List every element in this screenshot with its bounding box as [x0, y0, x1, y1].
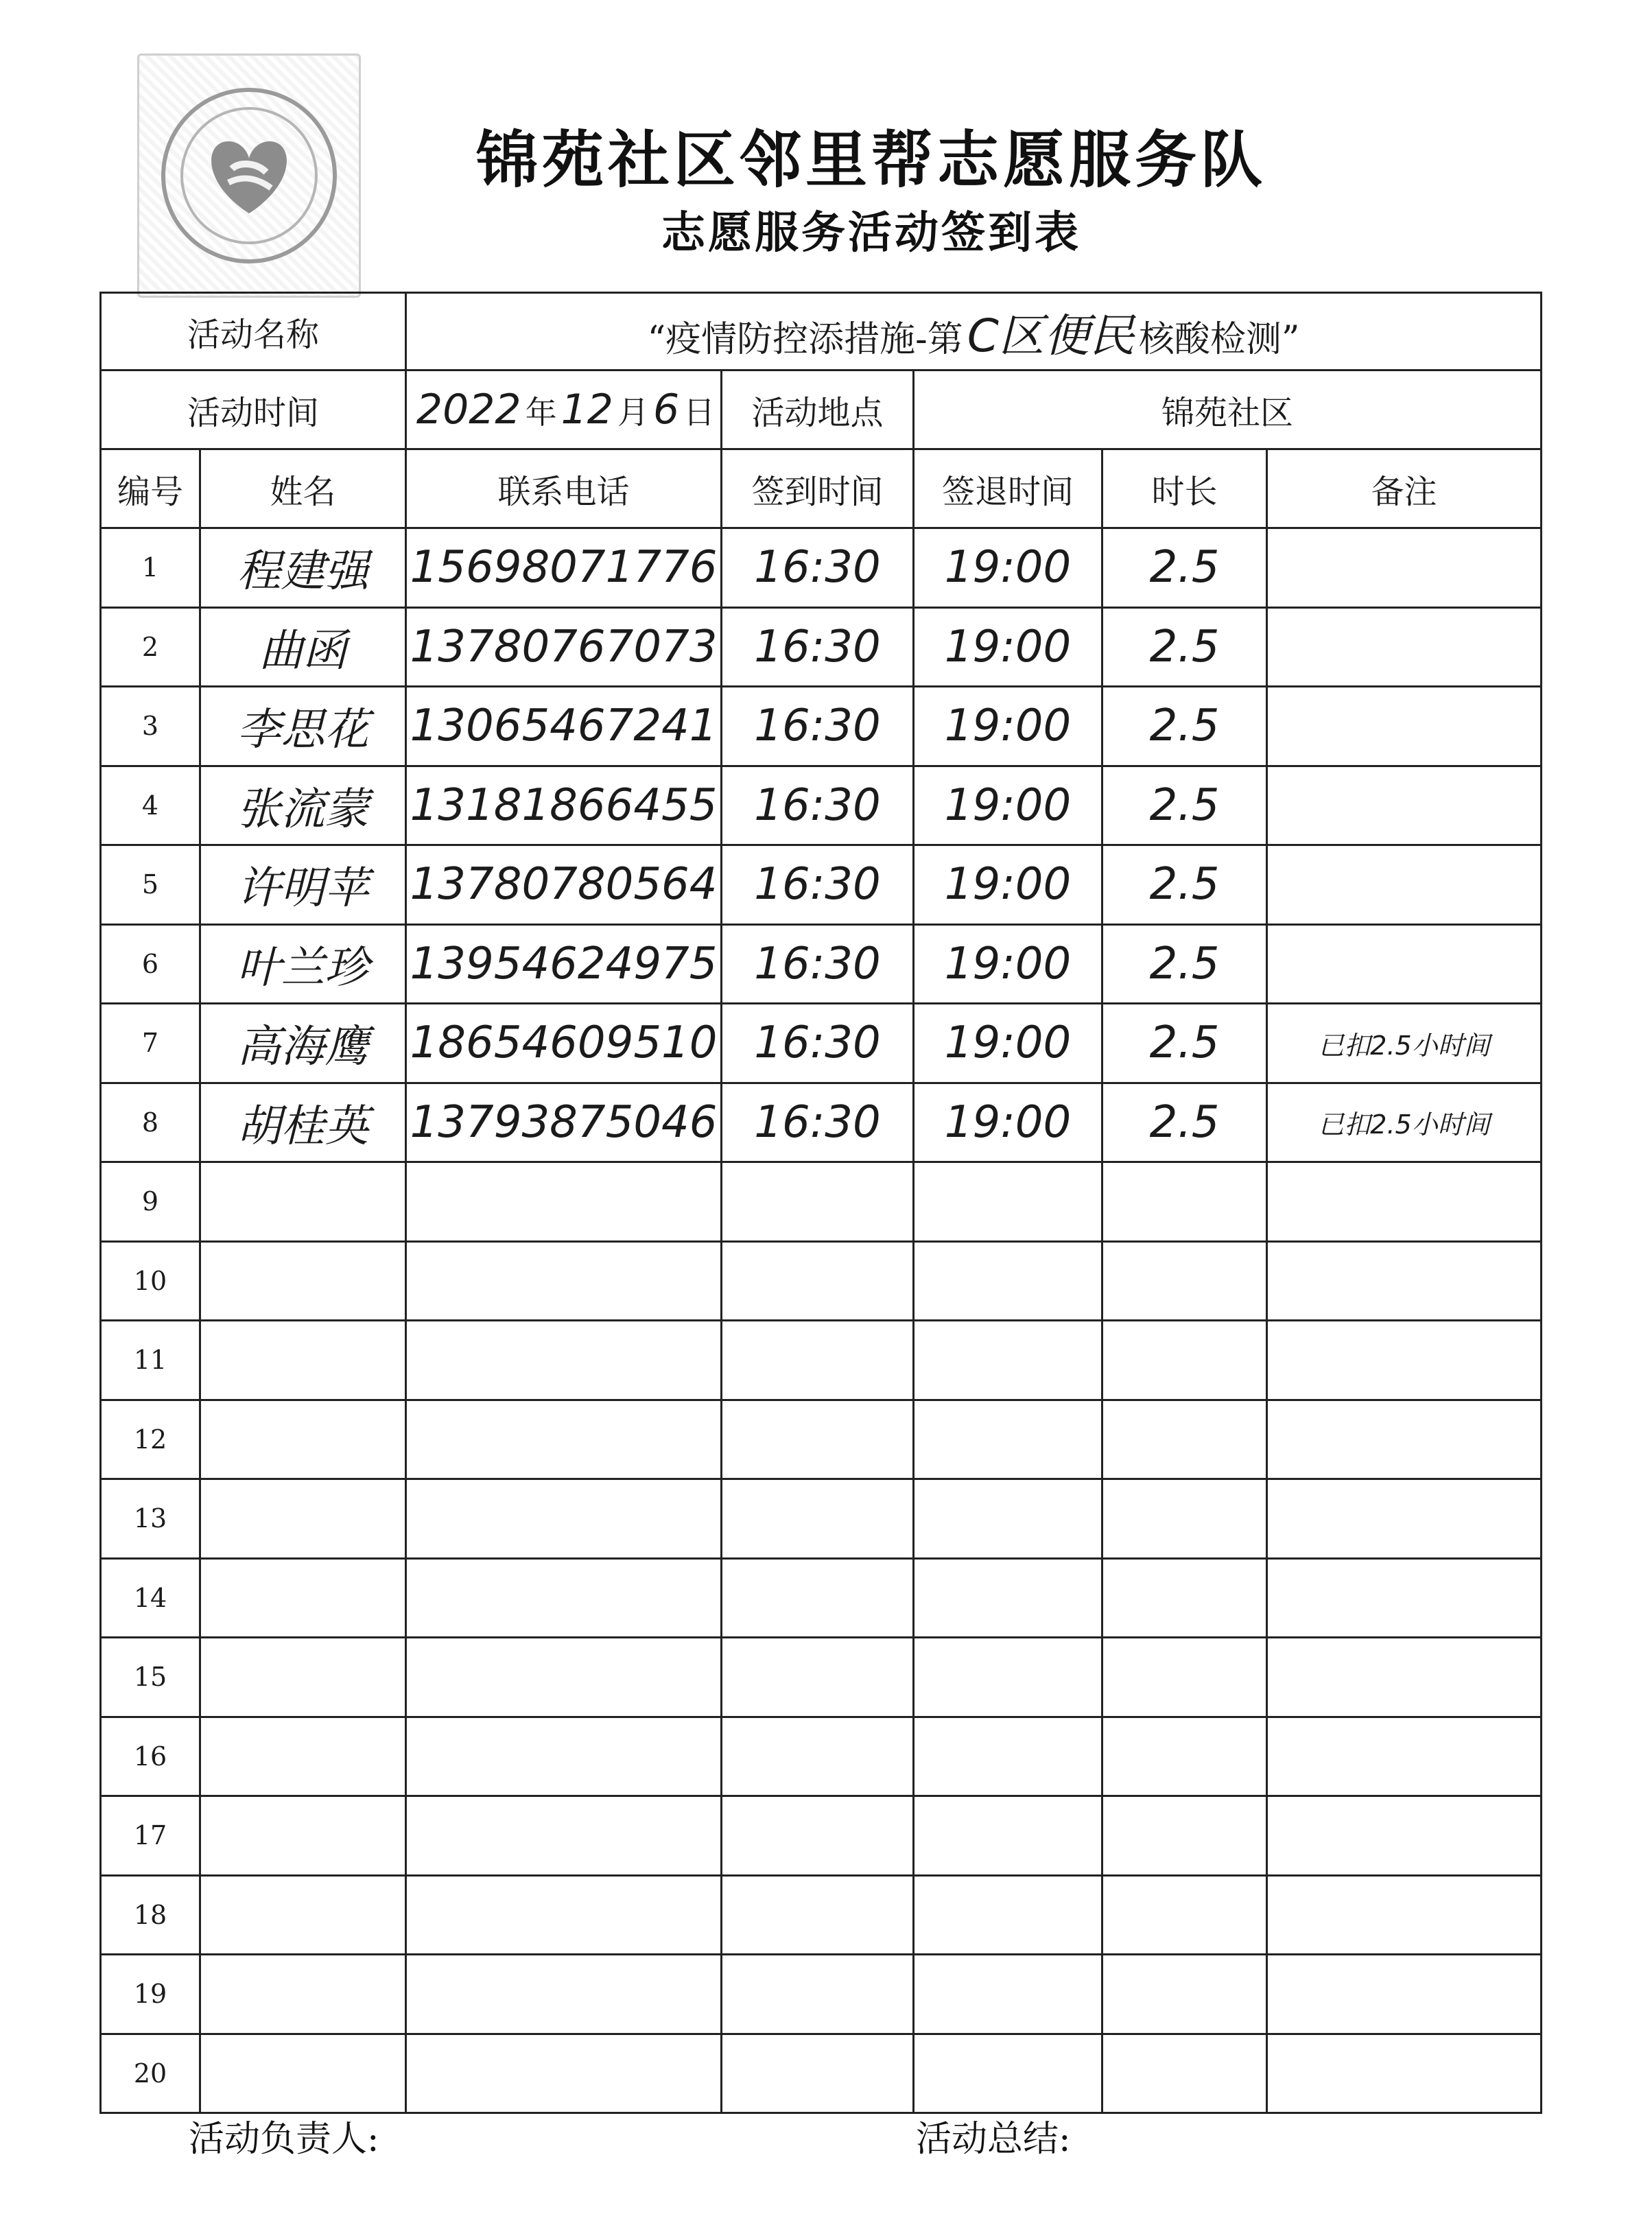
col-header-name: 姓名: [200, 449, 406, 528]
page-title: 锦苑社区邻里帮志愿服务队: [476, 124, 1266, 196]
row-index: 7: [101, 1004, 200, 1083]
row-name: 叶兰珍: [200, 924, 406, 1004]
row-checkout: [914, 1400, 1102, 1479]
activity-name-prefix: “疫情防控添措施-第: [647, 318, 963, 360]
row-duration: [1102, 1321, 1267, 1400]
row-remark: 已扣2.5小时间: [1267, 1004, 1542, 1083]
row-name: [200, 1875, 406, 1955]
row-index: 8: [101, 1083, 200, 1162]
row-checkout: [914, 1162, 1102, 1242]
row-duration: 2.5: [1102, 1083, 1267, 1162]
row-checkin: [722, 1796, 914, 1876]
table-row: [101, 1875, 1542, 1955]
row-name: 张流蒙: [200, 766, 406, 845]
row-duration: [1102, 1638, 1267, 1717]
row-checkin: [722, 1558, 914, 1638]
date-month: 12: [560, 386, 613, 434]
row-remark: [1267, 1400, 1542, 1479]
row-duration: 2.5: [1102, 845, 1267, 925]
row-remark: [1267, 1479, 1542, 1559]
row-phone: [406, 1638, 722, 1717]
row-remark: [1267, 1162, 1542, 1242]
table-row: [101, 1162, 1542, 1242]
row-phone: 18654609510: [406, 1004, 722, 1083]
row-name: 胡桂英: [200, 1083, 406, 1162]
row-remark: [1267, 1241, 1542, 1321]
col-header-checkout: 签退时间: [914, 449, 1102, 528]
row-phone: [406, 1400, 722, 1479]
row-name: [200, 1955, 406, 2034]
volunteer-seal-stamp: [137, 54, 361, 298]
signin-rows: [101, 528, 1542, 2113]
table-row: [101, 1638, 1542, 1717]
row-remark: [1267, 1321, 1542, 1400]
row-name: 许明苹: [200, 845, 406, 925]
row-name: 曲函: [200, 607, 406, 687]
row-index: 12: [101, 1400, 200, 1479]
row-checkin: 16:30: [722, 766, 914, 845]
table-row: [101, 845, 1542, 925]
activity-name-row: [101, 293, 1542, 370]
date-day-unit: 日: [683, 394, 716, 431]
activity-name-handwritten: C区便民: [967, 309, 1135, 362]
row-remark: [1267, 1717, 1542, 1796]
row-checkout: 19:00: [914, 1004, 1102, 1083]
row-checkin: 16:30: [722, 924, 914, 1004]
row-duration: 2.5: [1102, 528, 1267, 608]
row-duration: [1102, 1875, 1267, 1955]
row-remark: [1267, 924, 1542, 1004]
row-remark: [1267, 1796, 1542, 1876]
row-remark: [1267, 607, 1542, 687]
row-checkin: [722, 1479, 914, 1559]
row-checkout: [914, 1558, 1102, 1638]
table-row: [101, 1955, 1542, 2034]
row-duration: [1102, 1400, 1267, 1479]
row-name: [200, 1321, 406, 1400]
row-phone: [406, 1955, 722, 2034]
row-index: 2: [101, 607, 200, 687]
table-row: [101, 1796, 1542, 1876]
row-checkout: [914, 1717, 1102, 1796]
row-checkout: 19:00: [914, 1083, 1102, 1162]
signin-sheet-table: [99, 292, 1542, 2114]
row-name: [200, 1796, 406, 1876]
row-checkout: 19:00: [914, 845, 1102, 925]
row-index: 15: [101, 1638, 200, 1717]
summary-label: 活动总结:: [916, 2119, 1071, 2160]
row-duration: 2.5: [1102, 687, 1267, 766]
row-phone: [406, 2034, 722, 2113]
date-month-unit: 月: [617, 394, 649, 431]
row-name: [200, 2034, 406, 2113]
row-duration: [1102, 1241, 1267, 1321]
row-checkin: [722, 1241, 914, 1321]
activity-name-value: [406, 293, 1542, 370]
leader-label: 活动负责人:: [189, 2119, 379, 2160]
row-name: [200, 1241, 406, 1321]
row-duration: [1102, 1717, 1267, 1796]
row-remark: [1267, 528, 1542, 608]
row-duration: 2.5: [1102, 607, 1267, 687]
row-phone: 13780780564: [406, 845, 722, 925]
row-phone: 13954624975: [406, 924, 722, 1004]
row-checkout: [914, 1241, 1102, 1321]
row-duration: 2.5: [1102, 924, 1267, 1004]
row-index: 6: [101, 924, 200, 1004]
row-checkout: [914, 1638, 1102, 1717]
location-value: 锦苑社区: [914, 370, 1542, 449]
row-index: 5: [101, 845, 200, 925]
row-remark: [1267, 766, 1542, 845]
row-checkout: [914, 1321, 1102, 1400]
row-duration: [1102, 1162, 1267, 1242]
row-name: [200, 1479, 406, 1559]
date-year-unit: 年: [525, 394, 557, 431]
row-checkin: 16:30: [722, 528, 914, 608]
row-checkout: 19:00: [914, 528, 1102, 608]
row-checkout: [914, 1955, 1102, 2034]
row-duration: [1102, 1955, 1267, 2034]
column-header-row: [101, 449, 1542, 528]
activity-name-suffix: 核酸检测”: [1138, 318, 1300, 360]
row-remark: [1267, 1955, 1542, 2034]
activity-time-row: [101, 370, 1542, 449]
row-checkin: 16:30: [722, 687, 914, 766]
row-index: 16: [101, 1717, 200, 1796]
row-checkout: [914, 2034, 1102, 2113]
table-row: [101, 1321, 1542, 1400]
row-checkin: 16:30: [722, 1083, 914, 1162]
row-name: 程建强: [200, 528, 406, 608]
activity-date-value: [406, 370, 722, 449]
row-remark: [1267, 1638, 1542, 1717]
table-row: [101, 687, 1542, 766]
row-duration: 2.5: [1102, 766, 1267, 845]
row-checkout: [914, 1875, 1102, 1955]
row-index: 3: [101, 687, 200, 766]
row-checkin: [722, 1717, 914, 1796]
col-header-index: 编号: [101, 449, 200, 528]
row-duration: [1102, 1558, 1267, 1638]
table-row: [101, 2034, 1542, 2113]
row-phone: [406, 1241, 722, 1321]
row-duration: 2.5: [1102, 1004, 1267, 1083]
col-header-remark: 备注: [1267, 449, 1542, 528]
row-duration: [1102, 2034, 1267, 2113]
row-index: 18: [101, 1875, 200, 1955]
row-remark: [1267, 687, 1542, 766]
row-index: 17: [101, 1796, 200, 1876]
col-header-phone: 联系电话: [406, 449, 722, 528]
row-remark: [1267, 845, 1542, 925]
row-index: 10: [101, 1241, 200, 1321]
row-checkin: 16:30: [722, 845, 914, 925]
table-row: [101, 1083, 1542, 1162]
table-row: [101, 924, 1542, 1004]
row-phone: 15698071776: [406, 528, 722, 608]
page-subtitle: 志愿服务活动签到表: [661, 208, 1081, 259]
table-row: [101, 1400, 1542, 1479]
activity-time-label: 活动时间: [101, 370, 406, 449]
row-phone: 13181866455: [406, 766, 722, 845]
table-row: [101, 1558, 1542, 1638]
row-checkin: [722, 1638, 914, 1717]
row-checkin: [722, 2034, 914, 2113]
row-checkout: 19:00: [914, 766, 1102, 845]
activity-name-label: 活动名称: [101, 293, 406, 370]
row-checkout: 19:00: [914, 924, 1102, 1004]
col-header-checkin: 签到时间: [722, 449, 914, 528]
row-name: [200, 1162, 406, 1242]
row-checkin: [722, 1400, 914, 1479]
row-remark: 已扣2.5小时间: [1267, 1083, 1542, 1162]
location-label: 活动地点: [722, 370, 914, 449]
row-phone: [406, 1479, 722, 1559]
row-checkout: 19:00: [914, 607, 1102, 687]
row-name: [200, 1558, 406, 1638]
row-name: 李思花: [200, 687, 406, 766]
row-checkout: 19:00: [914, 687, 1102, 766]
row-phone: 13780767073: [406, 607, 722, 687]
row-remark: [1267, 1558, 1542, 1638]
row-name: [200, 1400, 406, 1479]
row-index: 20: [101, 2034, 200, 2113]
heart-seal-icon: [153, 73, 345, 279]
row-checkin: [722, 1162, 914, 1242]
row-checkout: [914, 1796, 1102, 1876]
row-phone: [406, 1558, 722, 1638]
date-year: 2022: [416, 386, 521, 434]
table-row: [101, 1717, 1542, 1796]
row-phone: 13793875046: [406, 1083, 722, 1162]
table-row: [101, 1241, 1542, 1321]
row-checkin: 16:30: [722, 607, 914, 687]
row-checkin: 16:30: [722, 1004, 914, 1083]
table-row: [101, 1479, 1542, 1559]
row-index: 14: [101, 1558, 200, 1638]
table-row: [101, 528, 1542, 608]
row-index: 4: [101, 766, 200, 845]
row-duration: [1102, 1796, 1267, 1876]
row-phone: [406, 1796, 722, 1876]
row-index: 9: [101, 1162, 200, 1242]
row-phone: [406, 1162, 722, 1242]
row-checkin: [722, 1955, 914, 2034]
row-index: 11: [101, 1321, 200, 1400]
row-checkin: [722, 1321, 914, 1400]
row-phone: 13065467241: [406, 687, 722, 766]
table-row: [101, 607, 1542, 687]
date-day: 6: [652, 386, 680, 434]
row-phone: [406, 1875, 722, 1955]
row-name: [200, 1717, 406, 1796]
col-header-duration: 时长: [1102, 449, 1267, 528]
row-remark: [1267, 1875, 1542, 1955]
row-phone: [406, 1717, 722, 1796]
row-checkout: [914, 1479, 1102, 1559]
row-remark: [1267, 2034, 1542, 2113]
row-name: [200, 1638, 406, 1717]
row-index: 13: [101, 1479, 200, 1559]
row-checkin: [722, 1875, 914, 1955]
row-duration: [1102, 1479, 1267, 1559]
row-index: 19: [101, 1955, 200, 2034]
table-row: [101, 1004, 1542, 1083]
row-phone: [406, 1321, 722, 1400]
table-row: [101, 766, 1542, 845]
row-index: 1: [101, 528, 200, 608]
row-name: 高海鹰: [200, 1004, 406, 1083]
